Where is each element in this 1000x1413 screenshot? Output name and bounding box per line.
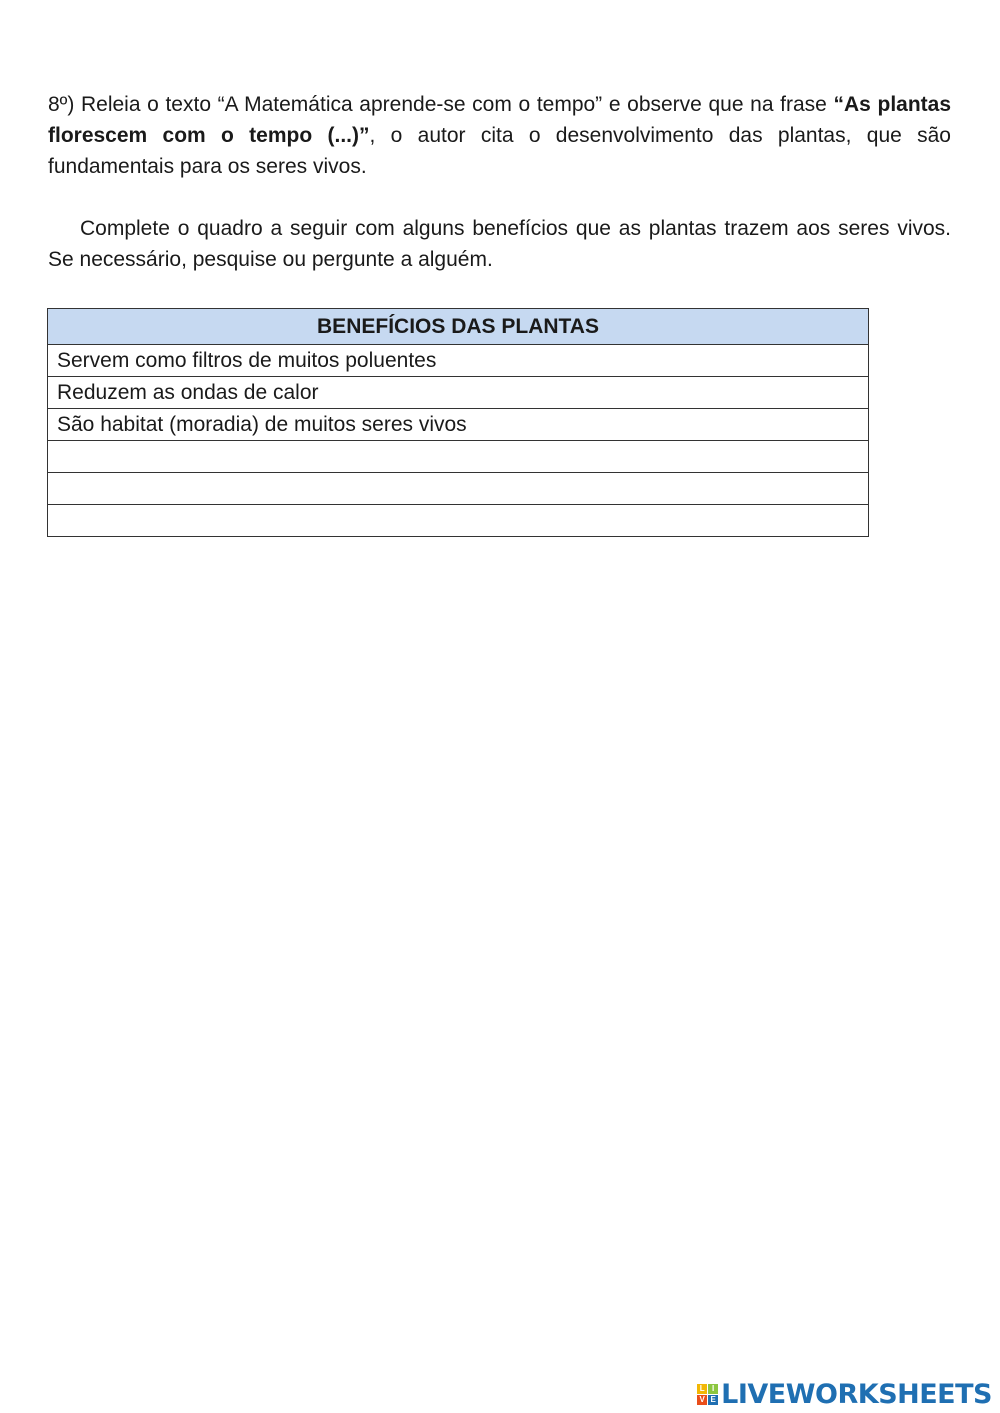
table-row[interactable] <box>48 473 869 505</box>
table-row <box>48 409 869 441</box>
question-text-part2: , o autor cita o desenvolvimento das plantas, que são fundamentais para os seres vivos. <box>48 124 951 178</box>
live-mark-icon <box>697 1384 718 1405</box>
table-header: BENEFÍCIOS DAS PLANTAS <box>48 309 869 345</box>
mark-letter: I <box>708 1384 718 1394</box>
answer-cell[interactable] <box>48 505 869 537</box>
table-row[interactable] <box>48 441 869 473</box>
table-row[interactable] <box>48 505 869 537</box>
answer-cell[interactable] <box>48 441 869 473</box>
benefits-table <box>47 308 869 537</box>
answer-cell[interactable] <box>48 473 869 505</box>
question-text-part1: 8º) Releia o texto “A Matemática aprende-se com o tempo” e observe que na frase <box>48 93 834 116</box>
instruction-text: Complete o quadro a seguir com alguns benefícios que as plantas trazem aos seres vivos. Se necessário, pesquise ou pergunte a alguém. <box>48 217 951 271</box>
table-cell: Reduzem as ondas de calor <box>48 377 869 409</box>
mark-letter: L <box>697 1384 707 1394</box>
question-quote: “As plantas florescem com o tempo (...)” <box>48 93 952 147</box>
table-header-row <box>48 309 869 345</box>
liveworksheets-logo <box>697 1376 992 1412</box>
table-row <box>48 377 869 409</box>
question-text <box>48 89 951 182</box>
table-row <box>48 345 869 377</box>
table-cell: São habitat (moradia) de muitos seres vivos <box>48 409 869 441</box>
logo-text: LIVEWORKSHEETS <box>721 1378 992 1410</box>
mark-letter: E <box>708 1395 718 1405</box>
table-cell: Servem como filtros de muitos poluentes <box>48 345 869 377</box>
mark-letter: V <box>697 1395 707 1405</box>
